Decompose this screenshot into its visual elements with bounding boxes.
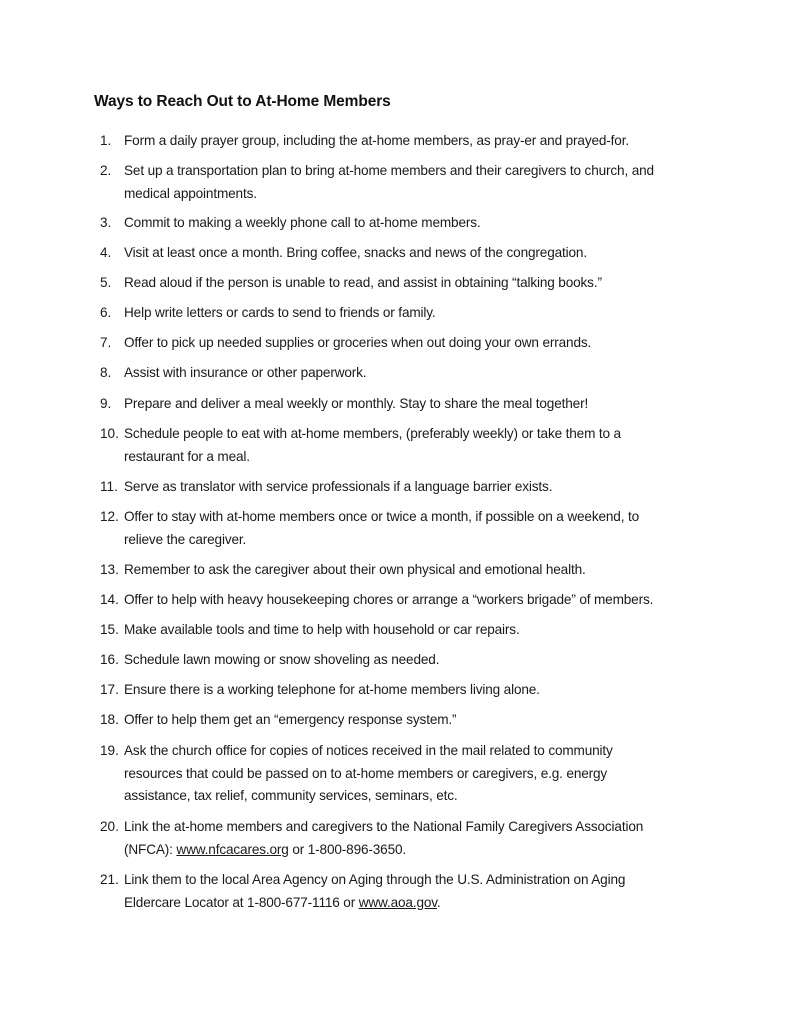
item-number: 9. <box>100 396 112 411</box>
item-number: 3. <box>100 215 112 230</box>
item-text: Visit at least once a month. Bring coffee, snacks and news of the congregation. <box>124 245 587 260</box>
item-number: 15. <box>100 622 119 637</box>
item-text: Schedule people to eat with at-home members, (preferably weekly) or take them to a restaurant for a meal. <box>124 426 621 464</box>
item-text: Commit to making a weekly phone call to at-home members. <box>124 215 481 230</box>
item-number: 21. <box>100 872 119 887</box>
item-number: 1. <box>100 133 112 148</box>
item-text: Schedule lawn mowing or snow shoveling as needed. <box>124 652 440 667</box>
document-title: Ways to Reach Out to At-Home Members <box>94 93 391 110</box>
item-text: Link them to the local Area Agency on Aging through the U.S. Administration on Aging Eldercare Locator at 1-800-677-1116 or www.aoa.gov. <box>124 872 626 910</box>
item-text: Make available tools and time to help with household or car repairs. <box>124 622 520 637</box>
item-text: Offer to stay with at-home members once or twice a month, if possible on a weekend, to relieve the caregiver. <box>124 509 639 547</box>
item-number: 18. <box>100 712 119 727</box>
item-number: 11. <box>100 479 118 494</box>
item-number: 20. <box>100 819 119 834</box>
item-number: 16. <box>100 652 119 667</box>
item-number: 4. <box>100 245 112 260</box>
item-number: 5. <box>100 275 112 290</box>
item-text: Help write letters or cards to send to friends or family. <box>124 305 436 320</box>
item-number: 13. <box>100 562 119 577</box>
item-text: Remember to ask the caregiver about their own physical and emotional health. <box>124 562 586 577</box>
item-number: 12. <box>100 509 119 524</box>
item-number: 8. <box>100 365 112 380</box>
item-text: Form a daily prayer group, including the at-home members, as pray-er and prayed-for. <box>124 133 629 148</box>
item-text: Link the at-home members and caregivers to the National Family Caregivers Association (NFCA): www.nfcacares.org or 1-800-896-3650. <box>124 819 644 857</box>
nfca-website-link[interactable]: www.nfcacares.org <box>176 841 289 857</box>
item-text: Offer to pick up needed supplies or groceries when out doing your own errands. <box>124 335 592 350</box>
item-number: 17. <box>100 682 119 697</box>
item-number: 2. <box>100 163 112 178</box>
aoa-website-link[interactable]: www.aoa.gov <box>358 894 437 910</box>
item-text: Ensure there is a working telephone for at-home members living alone. <box>124 682 540 697</box>
item-number: 14. <box>100 592 119 607</box>
item-text: Ask the church office for copies of notices received in the mail related to community resources that could be passed on to at-home members or caregivers, e.g. energy assistance, tax relief, community services, seminars, etc. <box>124 743 613 803</box>
item-text: Offer to help them get an “emergency response system.” <box>124 712 457 727</box>
item-text: Prepare and deliver a meal weekly or monthly. Stay to share the meal together! <box>124 396 589 411</box>
item-text: Offer to help with heavy housekeeping chores or arrange a “workers brigade” of members. <box>124 592 654 607</box>
item-text: Assist with insurance or other paperwork. <box>124 365 367 380</box>
item-number: 19. <box>100 743 119 758</box>
item-number: 6. <box>100 305 112 320</box>
item-text: Set up a transportation plan to bring at-home members and their caregivers to church, and medical appointments. <box>124 163 654 201</box>
item-number: 7. <box>100 335 112 350</box>
item-text: Read aloud if the person is unable to read, and assist in obtaining “talking books.” <box>124 275 602 290</box>
item-number: 10. <box>100 426 119 441</box>
item-text: Serve as translator with service professionals if a language barrier exists. <box>124 479 553 494</box>
